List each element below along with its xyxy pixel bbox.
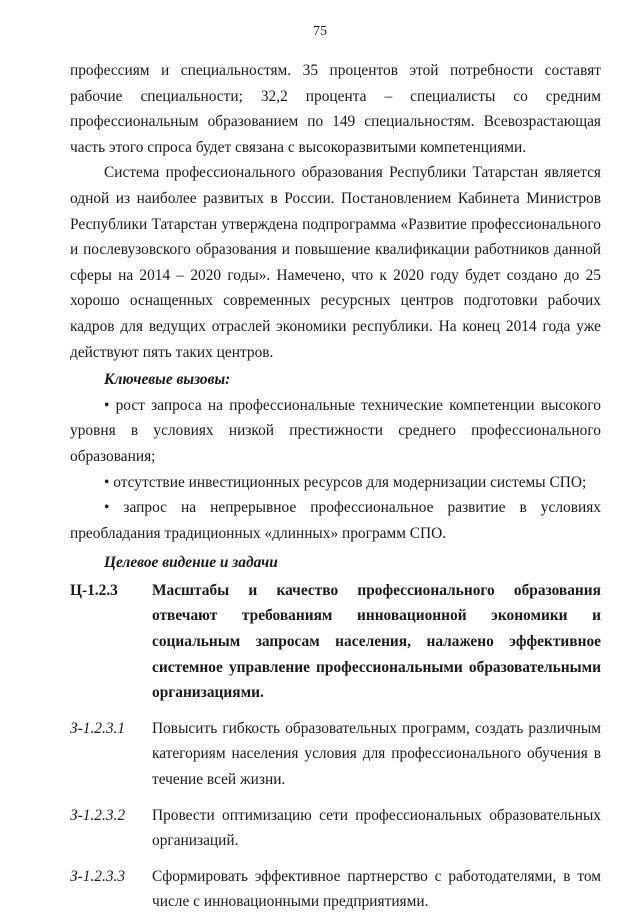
challenge-item-2: • отсутствие инвестиционных ресурсов для модернизации системы СПО; bbox=[104, 473, 587, 491]
task-code: З-1.2.3.3 bbox=[70, 867, 126, 885]
goal-item bbox=[70, 578, 601, 706]
vision-heading: Целевое видение и задачи bbox=[104, 554, 278, 572]
document-body bbox=[70, 58, 601, 915]
task-item-1 bbox=[70, 716, 601, 793]
task-code: З-1.2.3.2 bbox=[70, 806, 126, 824]
task-item-2 bbox=[70, 803, 601, 854]
task-text: Повысить гибкость образовательных программ, создать различным категориям населения условия для профессионального обучения в течение всей жизни. bbox=[152, 719, 601, 789]
goal-text: Масштабы и качество профессионального образования отвечают требованиям инновационной экономики и социальным запросам населения, налажено эффективное системное управление профессиональными образовательными организациями. bbox=[152, 581, 601, 702]
challenge-item-3: • запрос на непрерывное профессиональное развитие в условиях преобладания традиционных «длинных» программ СПО. bbox=[70, 499, 601, 542]
challenge-item-1: • рост запроса на профессиональные технические компетенции высокого уровня в условиях низкой престижности среднего профессионального образования; bbox=[70, 396, 601, 465]
task-text: Провести оптимизацию сети профессиональных образовательных организаций. bbox=[152, 806, 601, 850]
challenges-heading: Ключевые вызовы: bbox=[104, 371, 231, 389]
goal-code: Ц-1.2.3 bbox=[70, 581, 118, 599]
task-item-3 bbox=[70, 864, 601, 915]
paragraph-continuation: профессиям и специальностям. 35 процентов этой потребности составят рабочие специальности; 32,2 процента – специалисты со средним профессиональным образованием по 149 специальностям. Всевозрастающая часть этого спроса будет связана с высокоразвитыми компетенциями. bbox=[70, 62, 601, 156]
task-code: З-1.2.3.1 bbox=[70, 719, 126, 737]
paragraph-system-overview: Система профессионального образования Республики Татарстан является одной из наиболее развитых в России. Постановлением Кабинета Министров Республики Татарстан утверждена подпрограмма «Развитие профессионального и послевузовского образования и повышение квалификации работников данной сферы на 2014 – 2020 годы». Намечено, что к 2020 году будет создано до 25 хорошо оснащенных современных ресурсных центров подготовки рабочих кадров для ведущих отраслей экономики республики. На конец 2014 года уже действуют пять таких центров. bbox=[70, 164, 601, 361]
task-text: Сформировать эффективное партнерство с работодателями, в том числе с инновационными предприятиями. bbox=[152, 867, 601, 911]
page-number: 75 bbox=[313, 24, 327, 39]
